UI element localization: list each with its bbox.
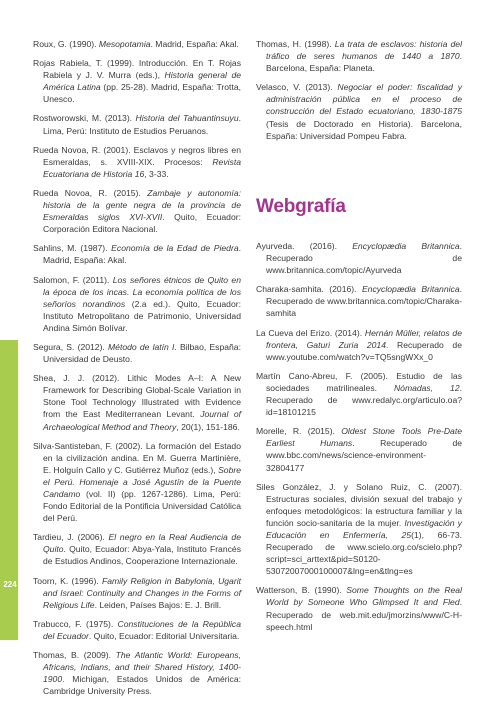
reference-title: Historia general de América Latina — [43, 70, 241, 93]
section-title: Webgrafía — [256, 196, 346, 217]
web-reference-entry — [256, 481, 462, 578]
reference-entry — [256, 81, 462, 141]
reference-details: . Quito, Ecuador: Abya-Yala, Instituto Francés de Estudios Andinos, Cooperazione Internazionale. — [43, 544, 241, 567]
reference-title: Oldest Stone Tools Pre-Date Earliest Humans — [266, 426, 462, 449]
reference-details: . Madrid, España: Akal. — [43, 243, 241, 266]
reference-title: The Atlantic World: Europeans, Africans, Indians, and their Shared History, 1400-1900 — [43, 650, 241, 685]
web-reference-list — [256, 240, 462, 633]
reference-details: (vol. II) (pp. 1267-1286). Lima, Perú: Fondo Editorial de la Pontificia Universidad Católica del Perú. — [43, 489, 241, 524]
reference-title: Negociar el poder: fiscalidad y administración pública en el proceso de construcción del Estado ecuatoriano, 1830-1875 — [266, 82, 462, 117]
right-column-top — [256, 38, 462, 149]
reference-entry — [256, 38, 462, 74]
reference-details: . Barcelona, España: Planeta. — [266, 51, 462, 74]
reference-text: Sahlins, M. (1987). — [33, 243, 112, 254]
reference-title: El negro en la Real Audiencia de Quito — [43, 532, 241, 555]
web-reference-entry — [256, 327, 462, 363]
reference-text: Tardieu, J. (2006). — [33, 532, 109, 543]
reference-details: . Michigan, Estados Unidos de América: Cambridge University Press. — [43, 674, 241, 697]
reference-title: Nómadas, 12 — [393, 382, 460, 393]
reference-entry — [33, 575, 241, 611]
reference-entry — [33, 372, 241, 432]
reference-title: Constituciones de la República del Ecuador — [43, 618, 241, 641]
reference-text: Rojas Rabiela, T. (1999). Introducción. En T. Rojas Rabiela y J. V. Murra (eds.), — [33, 58, 241, 81]
reference-entry — [33, 38, 241, 50]
reference-details: . Quito, Ecuador: Corporación Editora Nacional. — [43, 212, 241, 235]
reference-details: (1), 66-73. Recuperado de www.scielo.org.co/scielo.php?script=sci_arttext&pid=S0120-53072007000100007&lng=en&tlng=es — [266, 529, 462, 577]
webgrafia-section — [256, 196, 462, 218]
reference-details: , 3-33. — [144, 168, 169, 179]
reference-text: Silva-Santisteban, F. (2002). La formación del Estado en la civilización andina. En M. Guerra Martinière, E. Holguín Callo y C. Gutiérrez Muñoz (eds.), — [33, 440, 241, 475]
reference-title: Some Thoughts on the Real World by Someone Who Glimpsed It and Fled — [266, 585, 462, 608]
reference-details: . Recuperado de www.youtube.com/watch?v=TQ5sngWXx_0 — [266, 339, 462, 362]
reference-list-right — [256, 38, 462, 142]
reference-title: Encyclopædia Britannica — [361, 284, 460, 295]
reference-details: (Tesis de Doctorado en Historia). Barcelona, España: Universidad Pompeu Fabra. — [266, 118, 462, 141]
reference-text: Rostworowski, M. (2013). — [33, 113, 136, 124]
reference-text: Morelle, R. (2015). — [256, 426, 342, 437]
reference-text: Siles González, J. y Solano Ruiz, C. (2007). Estructuras sociales, división sexual del trabajo y enfoques metodológicos: la estructura familiar y la función socio-sanitaria de la mujer. — [256, 481, 462, 528]
reference-details: . Quito, Ecuador: Editorial Universitaria. — [88, 630, 240, 641]
reference-title: Hernán Müller, relatos de frontera, Gaturi Zuria 2014 — [266, 327, 462, 350]
reference-title: Método de latín I — [108, 341, 175, 352]
page-side-strip — [0, 340, 18, 640]
reference-title: Journal of Archaeological Method and Theory — [43, 409, 241, 432]
reference-entry — [33, 531, 241, 567]
reference-entry — [33, 274, 241, 334]
reference-details: . Recuperado de www.redalyc.org/articulo.oa?id=18101215 — [266, 382, 462, 418]
right-column-web — [256, 240, 462, 640]
reference-entry — [33, 144, 241, 180]
reference-entry — [33, 242, 241, 266]
reference-title: Mesopotamia — [98, 39, 151, 49]
reference-entry — [33, 57, 241, 105]
reference-details: . Recuperado de www.britannica.com/topic/Charaka-samhita — [266, 284, 462, 319]
reference-title: Family Religion in Babylonia, Ugarit and Israel: Continuity and Changes in the Forms of Religious Life — [43, 575, 241, 610]
web-reference-entry — [256, 425, 462, 473]
web-reference-entry — [256, 240, 462, 276]
reference-entry — [33, 618, 241, 642]
reference-text: Ayurveda. (2016). — [256, 241, 353, 251]
reference-entry — [33, 112, 241, 136]
reference-text: Segura, S. (2012). — [33, 341, 108, 352]
reference-title: Encyclopædia Britannica — [352, 241, 460, 251]
reference-list-left — [33, 38, 241, 697]
reference-title: Economía de la Edad de Piedra — [111, 243, 239, 254]
reference-entry — [33, 649, 241, 697]
reference-details: . Madrid, España: Akal. — [150, 39, 239, 49]
reference-details: . Leiden, Países Bajos: E. J. Brill. — [94, 599, 222, 610]
web-reference-entry — [256, 283, 462, 319]
reference-details: . Recuperado de www.bbc.com/news/science-environment-32804177 — [266, 438, 463, 473]
reference-details: . Recuperado de web.mit.edu/jmorzins/www/C-H-speech.html — [266, 597, 462, 632]
reference-text: Shea, J. J. (2012). Lithic Modes A–I: A New Framework for Describing Global-Scale Variation in Stone Tool Technology Illustrated with Evidence from the East Mediterranean Levant. — [33, 373, 241, 420]
reference-text: Charaka-samhita. (2016). — [256, 284, 362, 295]
reference-details: (pp. 25-28). Madrid, España: Trotta, Unesco. — [43, 82, 241, 105]
reference-title: Revista Ecuatoriana de Historia 16 — [43, 156, 241, 179]
reference-text: Trabucco, F. (1975). — [33, 618, 118, 629]
reference-text: Toorn, K. (1996). — [33, 575, 102, 586]
reference-text: Thomas, H. (1998). — [256, 39, 335, 49]
reference-text: Thomas, B. (2009). — [33, 650, 116, 661]
reference-details: . Lima, Perú: Instituto de Estudios Peruanos. — [43, 113, 241, 136]
reference-text: Watterson, B. (1990). — [256, 585, 347, 596]
reference-entry — [33, 341, 241, 365]
reference-title: Zambaje y autonomía: historia de la gente negra de la provincia de Esmeraldas siglos XVI-XVII — [43, 187, 241, 223]
web-reference-entry — [256, 370, 462, 418]
left-column — [33, 38, 241, 704]
reference-text: Roux, G. (1990). — [33, 39, 99, 49]
reference-details: . Recuperado de www.britannica.com/topic/Ayurveda — [266, 241, 462, 276]
page-number: 224 — [3, 580, 17, 589]
reference-details: . Bilbao, España: Universidad de Deusto. — [43, 341, 241, 365]
reference-title: Sobre el Perú. Homenaje a José Agustín de la Puente Candamo — [43, 464, 241, 499]
reference-details: , 20(1), 151-186. — [176, 421, 240, 432]
reference-text: La Cueva del Erizo. (2014). — [256, 327, 365, 338]
reference-text: Velasco, V. (2013). — [256, 82, 338, 93]
reference-entry — [33, 187, 241, 235]
reference-text: Rueda Novoa, R. (2001). Esclavos y negros libres en Esmeraldas, s. XVIII-XIX. Procesos: — [33, 144, 241, 167]
reference-title: La trata de esclavos: historia del tráfico de seres humanos de 1440 a 1870 — [266, 39, 462, 62]
reference-title: Investigación y Educación en Enfermería, 25 — [266, 517, 462, 540]
reference-text: Martín Cano-Abreu, F. (2005). Estudio de las sociedades matrilineales. — [256, 370, 462, 393]
reference-text: Salomon, F. (2011). — [33, 274, 113, 285]
reference-title: Historia del Tahuantinsuyu — [135, 113, 239, 124]
reference-text: Rueda Novoa, R. (2015). — [33, 187, 148, 198]
reference-title: Los señores étnicos de Quito en la época de los incas. La economía política de los señoríos norandinos — [43, 274, 241, 309]
reference-entry — [33, 440, 241, 525]
web-reference-entry — [256, 584, 462, 632]
reference-details: (2.a ed.). Quito, Ecuador: Instituto Metropolitano de Patrimonio, Universidad Andina Simón Bolívar. — [43, 298, 241, 333]
